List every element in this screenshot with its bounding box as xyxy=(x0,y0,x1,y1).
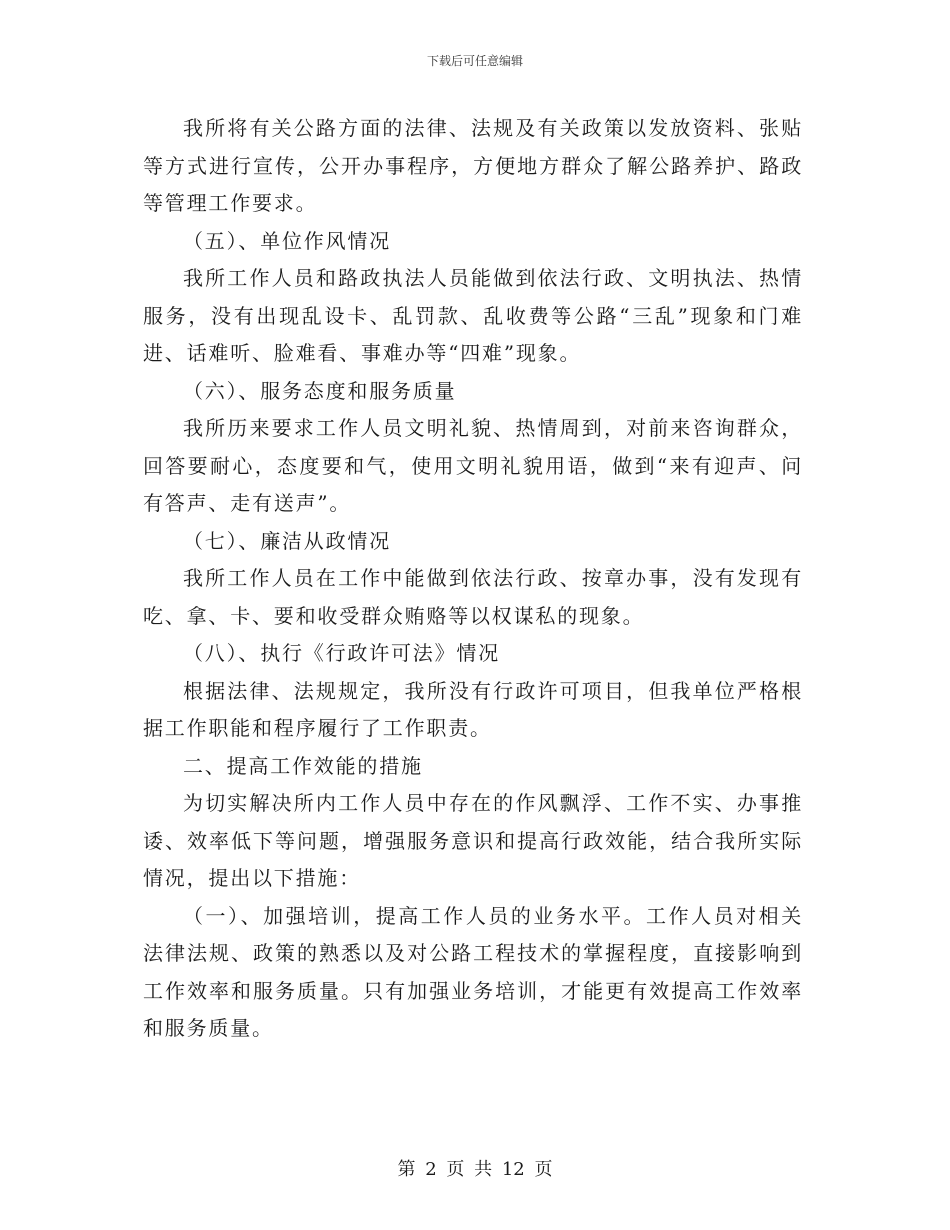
section-heading-measures: 二、提高工作效能的措施 xyxy=(183,753,423,778)
section-heading-6: （六）、服务态度和服务质量 xyxy=(183,378,457,403)
paragraph-measures-intro: 为切实解决所内工作人员中存在的作风飘浮、工作不实、办事推诿、效率低下等问题，增强服务意识和提高行政效能，结合我所实际情况，提出以下措施： xyxy=(143,791,803,890)
paragraph-training: （一）、加强培训，提高工作人员的业务水平。工作人员对相关法律法规、政策的熟悉以及对公路工程技术的掌握程度，直接影响到工作效率和服务质量。只有加强业务培训，才能更有效提高工作效率和服务质量。 xyxy=(143,903,803,1040)
section-heading-5: （五）、单位作风情况 xyxy=(183,228,391,253)
section-heading-8: （八）、执行《行政许可法》情况 xyxy=(183,641,500,665)
paragraph-work-style: 我所工作人员和路政执法人员能做到依法行政、文明执法、热情服务，没有出现乱设卡、乱罚款、乱收费等公路“三乱”现象和门难进、话难听、脸难看、事难办等“四难”现象。 xyxy=(143,266,803,365)
paragraph-publicity: 我所将有关公路方面的法律、法规及有关政策以发放资料、张贴等方式进行宣传，公开办事程序，方便地方群众了解公路养护、路政等管理工作要求。 xyxy=(143,116,803,215)
paragraph-service-attitude: 我所历来要求工作人员文明礼貌、热情周到，对前来咨询群众，回答要耐心，态度要和气，使用文明礼貌用语，做到“来有迎声、问有答声、走有送声”。 xyxy=(143,416,803,515)
paragraph-licensing: 根据法律、法规规定，我所没有行政许可项目，但我单位严格根据工作职能和程序履行了工作职责。 xyxy=(143,678,803,740)
paragraph-integrity: 我所工作人员在工作中能做到依法行政、按章办事，没有发现有吃、拿、卡、要和收受群众贿赂等以权谋私的现象。 xyxy=(143,566,803,628)
page-header: 下载后可任意编辑 xyxy=(426,54,523,68)
document-body xyxy=(143,110,803,1048)
page-number: 第 2 页 共 12 页 xyxy=(397,1159,553,1180)
section-heading-7: （七）、廉洁从政情况 xyxy=(183,528,391,553)
